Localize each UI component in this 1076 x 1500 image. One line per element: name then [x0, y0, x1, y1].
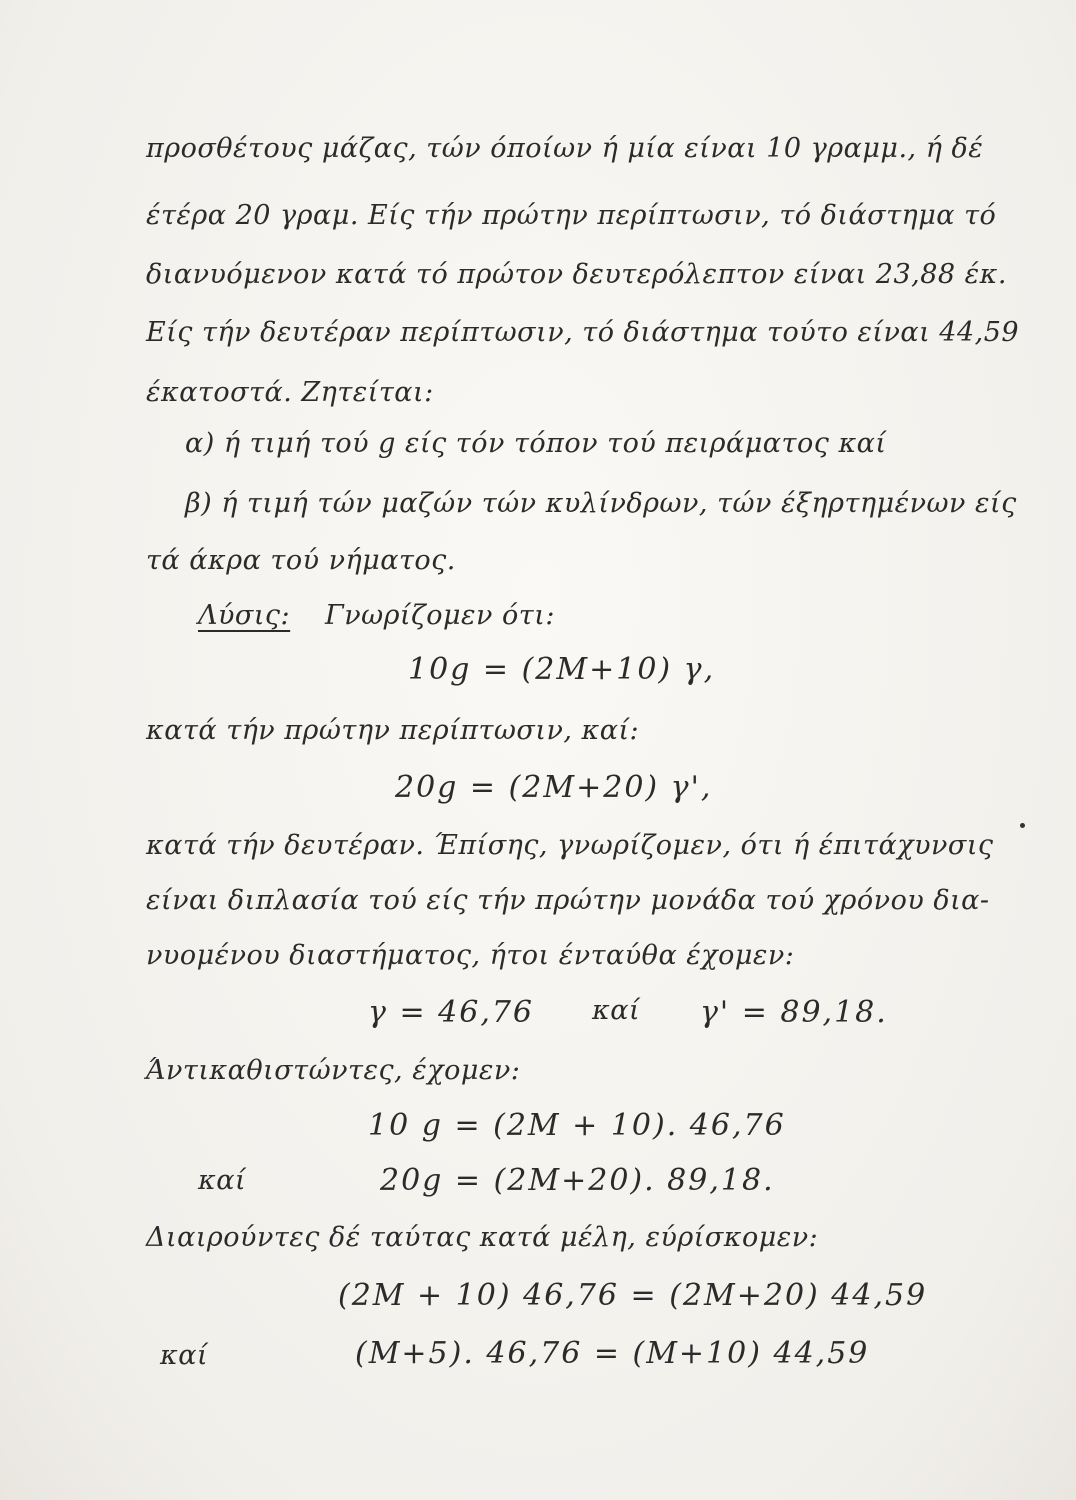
text-line-14: είναι διπλασία τού είς τήν πρώτην μονάδα τού χρόνου δια-: [146, 885, 990, 916]
ink-dot: [1020, 823, 1025, 828]
text-line-11: κατά τήν πρώτην περίπτωσιν, καί:: [146, 715, 640, 746]
equation-gamma-prime: γ' = 89,18.: [700, 995, 888, 1030]
text-line-19: Άντικαθιστώντες, έχομεν:: [146, 1055, 521, 1086]
question-a: α) ή τιμή τού g είς τόν τόπον τού πειράματος καί: [185, 428, 887, 459]
equation-gamma: γ = 46,76: [368, 995, 535, 1030]
equation-6: (M+5). 46,76 = (M+10) 44,59: [355, 1336, 870, 1371]
text-line-8: τά άκρα τού νήματος.: [146, 545, 456, 576]
solution-heading: Λύσις:: [198, 600, 291, 631]
question-b: β) ή τιμή τών μαζών τών κυλίνδρων, τών έξηρτημένων είς: [185, 488, 1017, 519]
text-line-1: προσθέτους μάζας, τών όποίων ή μία είναι 10 γραμμ., ή δέ: [146, 133, 984, 164]
equation-3: 10 g = (2M + 10). 46,76: [368, 1108, 786, 1143]
conjunction-kai-2: καί: [198, 1165, 247, 1196]
text-line-13: κατά τήν δευτέραν. Έπίσης, γνωρίζομεν, ότι ή έπιτάχυνσις: [146, 830, 994, 861]
equation-2: 20g = (2M+20) γ',: [395, 770, 713, 805]
equation-5: (2M + 10) 46,76 = (2M+20) 44,59: [338, 1278, 928, 1313]
text-line-3: διανυόμενον κατά τό πρώτον δευτερόλεπτον είναι 23,88 έκ.: [146, 259, 1007, 290]
conjunction-kai-3: καί: [160, 1340, 209, 1371]
text-line-23: Διαιρούντες δέ ταύτας κατά μέλη, εύρίσκομεν:: [146, 1222, 819, 1253]
conjunction-kai-1: καί: [592, 995, 641, 1026]
text-line-5: έκατοστά. Ζητείται:: [146, 377, 434, 408]
text-line-4: Είς τήν δευτέραν περίπτωσιν, τό διάστημα τούτο είναι 44,59: [146, 317, 1020, 348]
text-line-2: έτέρα 20 γραμ. Είς τήν πρώτην περίπτωσιν, τό διάστημα τό: [146, 200, 997, 231]
text-line-9: Γνωρίζομεν ότι:: [325, 600, 555, 631]
equation-1: 10g = (2M+10) γ,: [408, 652, 716, 687]
text-line-15: νυομένου διαστήματος, ήτοι ένταύθα έχομεν:: [146, 940, 795, 971]
equation-4: 20g = (2M+20). 89,18.: [380, 1163, 775, 1198]
